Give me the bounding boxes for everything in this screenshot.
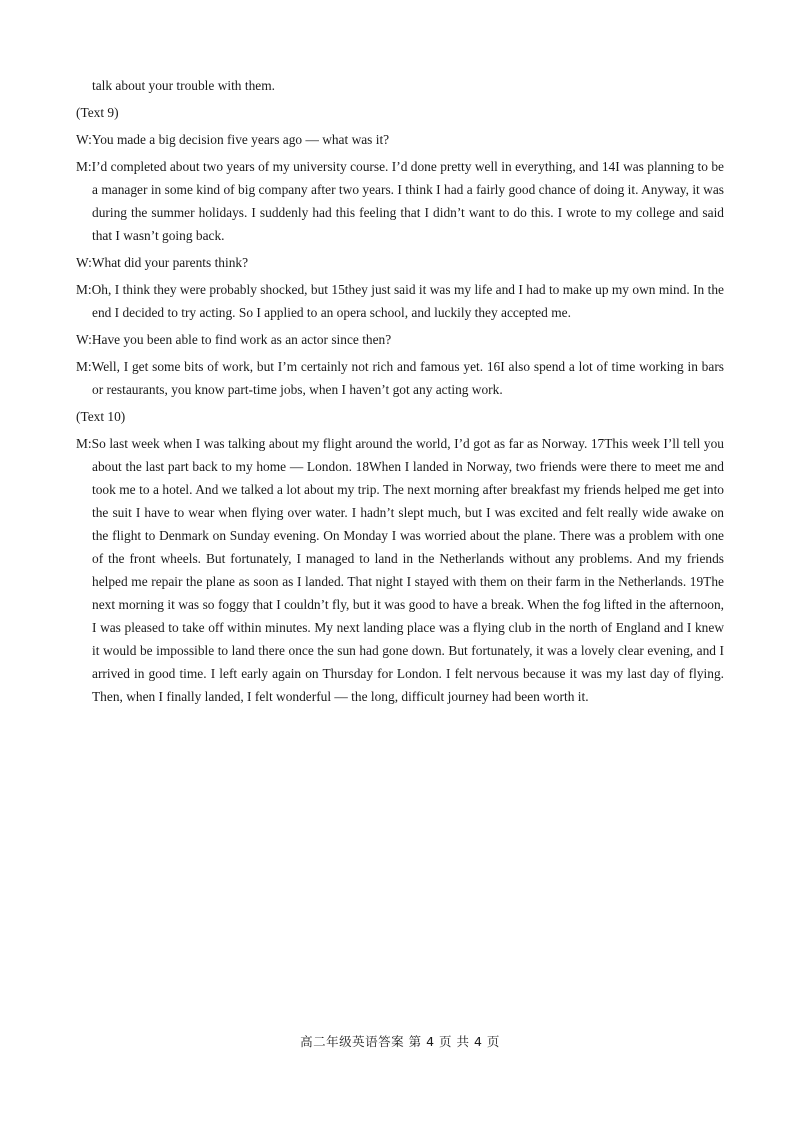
- speaker-label: M:: [76, 436, 92, 451]
- turn-text: Have you been able to find work as an actor since then?: [91, 332, 392, 347]
- speaker-label: W:: [76, 332, 92, 347]
- dialogue-turn: [76, 355, 724, 401]
- turn-text: I’d completed about two years of my university course. I’d done pretty well in everything, and 14I was planning to be a manager in some kind of big company after two years. I think I had a fairly good chance of doing it. Anyway, it was during the summer holidays. I suddenly had this feeling that I didn’t want to do this. I wrote to my college and said that I wasn’t going back.: [91, 159, 724, 243]
- turn-text: Oh, I think they were probably shocked, but 15they just said it was my life and I had to make up my own mind. In the end I decided to try acting. So I applied to an opera school, and luckily they accepted me.: [91, 282, 724, 320]
- dialogue-turn: [76, 328, 724, 351]
- intro-continuation: talk about your trouble with them.: [92, 78, 275, 93]
- speaker-label: M:: [76, 159, 92, 174]
- dialogue-turn: [76, 278, 724, 324]
- text10-header: (Text 10): [76, 409, 126, 424]
- monologue: [76, 432, 724, 708]
- dialogue-turn: [76, 155, 724, 247]
- page-footer: 高二年级英语答案 第 4 页 共 4 页: [300, 1034, 500, 1049]
- dialogue-turn: [76, 251, 724, 274]
- turn-text: What did your parents think?: [91, 255, 249, 270]
- turn-text: You made a big decision five years ago — what was it?: [91, 132, 390, 147]
- text9-header: (Text 9): [76, 105, 119, 120]
- monologue-text: So last week when I was talking about my flight around the world, I’d got as far as Norway. 17This week I’ll tell you about the last part back to my home — London. 18When I landed in Norway, two friends were there to meet me and took me to a hotel. And we talked a lot about my trip. The next morning after breakfast my friends helped me get into the suit I have to wear when flying over water. I hadn’t slept much, but I was excited and felt really wide awake on the flight to Denmark on Sunday evening. On Monday I was worried about the plane. There was a problem with one of the front wheels. But fortunately, I managed to land in the Netherlands without any problems. And my friends helped me repair the plane as soon as I landed. That night I stayed with them on their farm in the Netherlands. 19The next morning it was so foggy that I couldn’t fly, but it was good to have a break. When the fog lifted in the afternoon, I was pleased to take off within minutes. My next landing place was a flying club in the north of England and I knew it would be impossible to land there once the sun had gone down. But fortunately, it was a lovely clear evening, and I arrived in good time. I left early again on Thursday for London. I felt nervous because it was my last day of flying. Then, when I finally landed, I felt wonderful — the long, difficult journey had been worth it.: [91, 436, 724, 704]
- speaker-label: M:: [76, 359, 92, 374]
- turn-text: Well, I get some bits of work, but I’m certainly not rich and famous yet. 16I also spend a lot of time working in bars or restaurants, you know part-time jobs, when I haven’t got any acting work.: [91, 359, 724, 397]
- speaker-label: W:: [76, 255, 92, 270]
- speaker-label: W:: [76, 132, 92, 147]
- document-body: [76, 74, 724, 708]
- dialogue-turn: [76, 128, 724, 151]
- speaker-label: M:: [76, 282, 92, 297]
